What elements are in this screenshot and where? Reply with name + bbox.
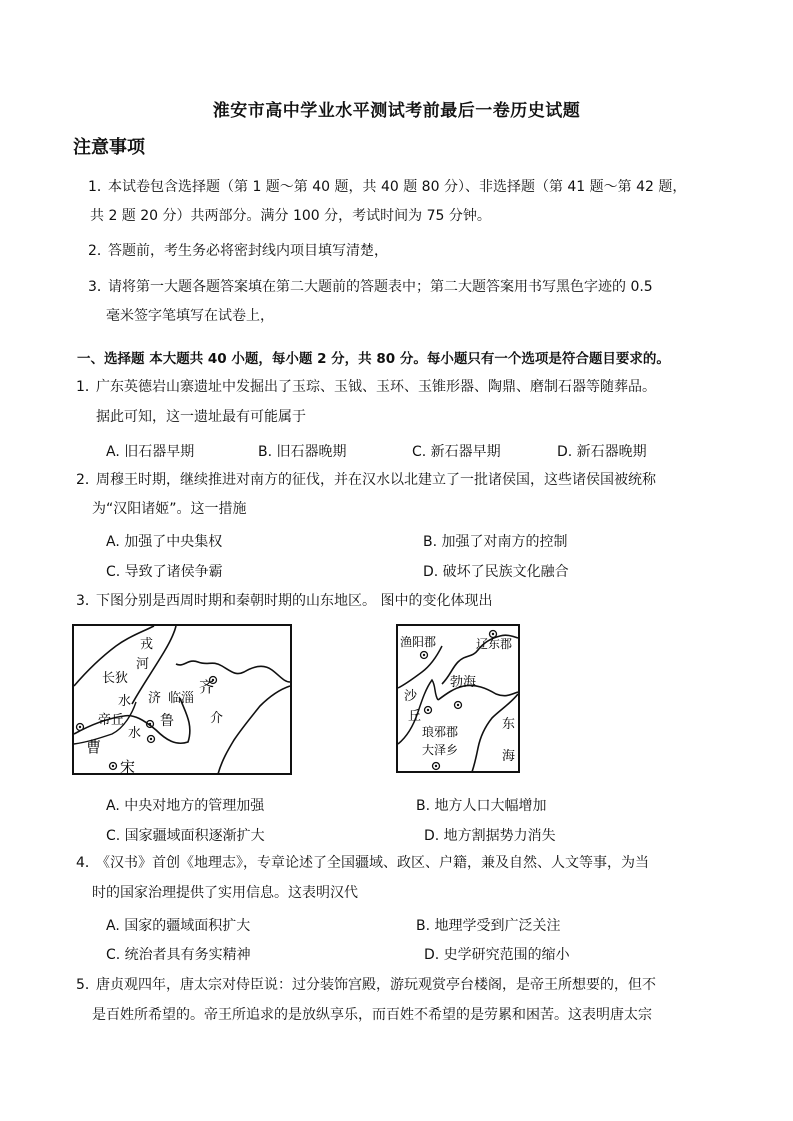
q4-stem-line2: 时的国家治理提供了实用信息。这表明汉代	[92, 885, 358, 901]
q2-option-b[interactable]: B. 加强了对南方的控制	[423, 534, 568, 550]
notice-item-3-line1: 请将第一大题各题答案填在第二大题前的答题表中；第二大题答案用书写黑色字迹的 0.5	[108, 279, 653, 295]
q3-num: 3．	[76, 593, 99, 609]
q1-num: 1．	[76, 379, 99, 395]
q5-num: 5．	[76, 977, 99, 993]
map1-label: 长狄	[102, 671, 129, 686]
map2-label: 辽东郡	[476, 637, 513, 651]
q1-option-d[interactable]: D. 新石器晚期	[557, 444, 647, 460]
map2-label: 海	[502, 749, 516, 764]
map1-label: 帝丘	[98, 713, 125, 728]
map2-label: 大泽乡	[422, 743, 459, 757]
page-title: 淮安市高中学业水平测试考前最后一卷历史试题	[212, 101, 581, 121]
map2-city-marker	[492, 633, 494, 635]
q2-stem-line2: 为“汉阳诸姬”。这一措施	[92, 501, 247, 517]
q4-option-b[interactable]: B. 地理学受到广泛关注	[416, 918, 561, 934]
q4-option-c[interactable]: C. 统治者具有务实精神	[106, 947, 251, 963]
q1-stem-line2: 据此可知，这一遗址最有可能属于	[96, 409, 306, 425]
map-western-zhou	[72, 624, 292, 776]
map1-city-marker	[149, 723, 151, 725]
q1-stem-line1: 广东英德岩山寨遗址中发掘出了玉琮、玉钺、玉环、玉锥形器、陶鼎、磨制石器等随葬品。	[96, 379, 656, 395]
q2-stem-line1: 周穆王时期，继续推进对南方的征伐，并在汉水以北建立了一批诸侯国，这些诸侯国被统称	[96, 472, 656, 488]
q1-option-c[interactable]: C. 新石器早期	[412, 444, 501, 460]
section-heading: 一、选择题 本大题共 40 小题，每小题 2 分，共 80 分。每小题只有一个选项是符合题目要求的。	[77, 351, 670, 367]
q1-option-b[interactable]: B. 旧石器晚期	[258, 444, 347, 460]
q3-option-c[interactable]: C. 国家疆域面积逐渐扩大	[106, 828, 265, 844]
q3-stem-line1: 下图分别是西周时期和秦朝时期的山东地区。 图中的变化体现出	[96, 593, 493, 609]
map1-label: 宋	[120, 758, 136, 776]
q3-option-b[interactable]: B. 地方人口大幅增加	[416, 798, 547, 814]
map2-city-marker	[423, 654, 425, 656]
q3-option-a[interactable]: A. 中央对地方的管理加强	[106, 798, 265, 814]
map1-label: 河	[136, 657, 150, 672]
notice-item-3-num: 3．	[88, 279, 111, 295]
map2-label: 勃海	[450, 675, 477, 690]
map1-label: 水	[128, 726, 142, 741]
map2-city-marker	[427, 709, 429, 711]
map1-label: 临淄	[168, 691, 195, 706]
map2-city-marker	[435, 765, 437, 767]
notice-heading: 注意事项	[73, 137, 145, 158]
map2-label: 琅邪郡	[422, 725, 459, 739]
notice-item-2-line1: 答题前，考生务必将密封线内项目填写清楚，	[108, 243, 388, 259]
map1-city-marker	[150, 738, 152, 740]
map1-city-marker	[112, 765, 114, 767]
map1-label: 曹	[86, 738, 102, 756]
q5-stem-line1: 唐贞观四年，唐太宗对侍臣说：过分装饰宫殿，游玩观赏亭台楼阁，是帝王所想要的，但不	[96, 977, 656, 993]
map1-city-marker	[79, 726, 81, 728]
q2-num: 2．	[76, 472, 99, 488]
map1-label: 戎	[140, 637, 154, 652]
q3-option-d[interactable]: D. 地方割据势力消失	[424, 828, 556, 844]
map2-city-marker	[457, 704, 459, 706]
notice-item-2-num: 2．	[88, 243, 111, 259]
notice-item-1-line2: 共 2 题 20 分）共两部分。满分 100 分，考试时间为 75 分钟。	[90, 208, 491, 224]
map1-label: 齐	[199, 678, 215, 696]
q4-option-d[interactable]: D. 史学研究范围的缩小	[424, 947, 570, 963]
q4-stem-line1: 《汉书》首创《地理志》，专章论述了全国疆域、政区、户籍，兼及自然、人文等事，为当	[96, 855, 649, 871]
map-qin-dynasty	[396, 624, 520, 774]
map1-label: 济	[148, 691, 162, 706]
q2-option-c[interactable]: C. 导致了诸侯争霸	[106, 564, 223, 580]
q4-num: 4．	[76, 855, 99, 871]
q1-option-a[interactable]: A. 旧石器早期	[106, 444, 195, 460]
map1-label: 介	[210, 711, 224, 726]
map2-label: 渔阳郡	[400, 635, 437, 649]
q2-option-a[interactable]: A. 加强了中央集权	[106, 534, 223, 550]
notice-item-3-line2: 毫米签字笔填写在试卷上，	[106, 308, 274, 324]
map1-label: 水	[118, 694, 132, 709]
map2-label: 丘	[408, 709, 422, 724]
q4-option-a[interactable]: A. 国家的疆域面积扩大	[106, 918, 251, 934]
map2-label: 沙	[404, 689, 418, 704]
notice-item-1-line1: 本试卷包含选择题（第 1 题～第 40 题，共 40 题 80 分）、非选择题（第 41 题～第 42 题，	[108, 179, 687, 195]
notice-item-1-num: 1．	[88, 179, 111, 195]
q5-stem-line2: 是百姓所希望的。帝王所追求的是放纵享乐，而百姓不希望的是劳累和困苦。这表明唐太宗	[92, 1007, 652, 1023]
q2-option-d[interactable]: D. 破坏了民族文化融合	[423, 564, 569, 580]
map1-label: 鲁	[160, 713, 174, 729]
map2-label: 东	[502, 717, 516, 732]
